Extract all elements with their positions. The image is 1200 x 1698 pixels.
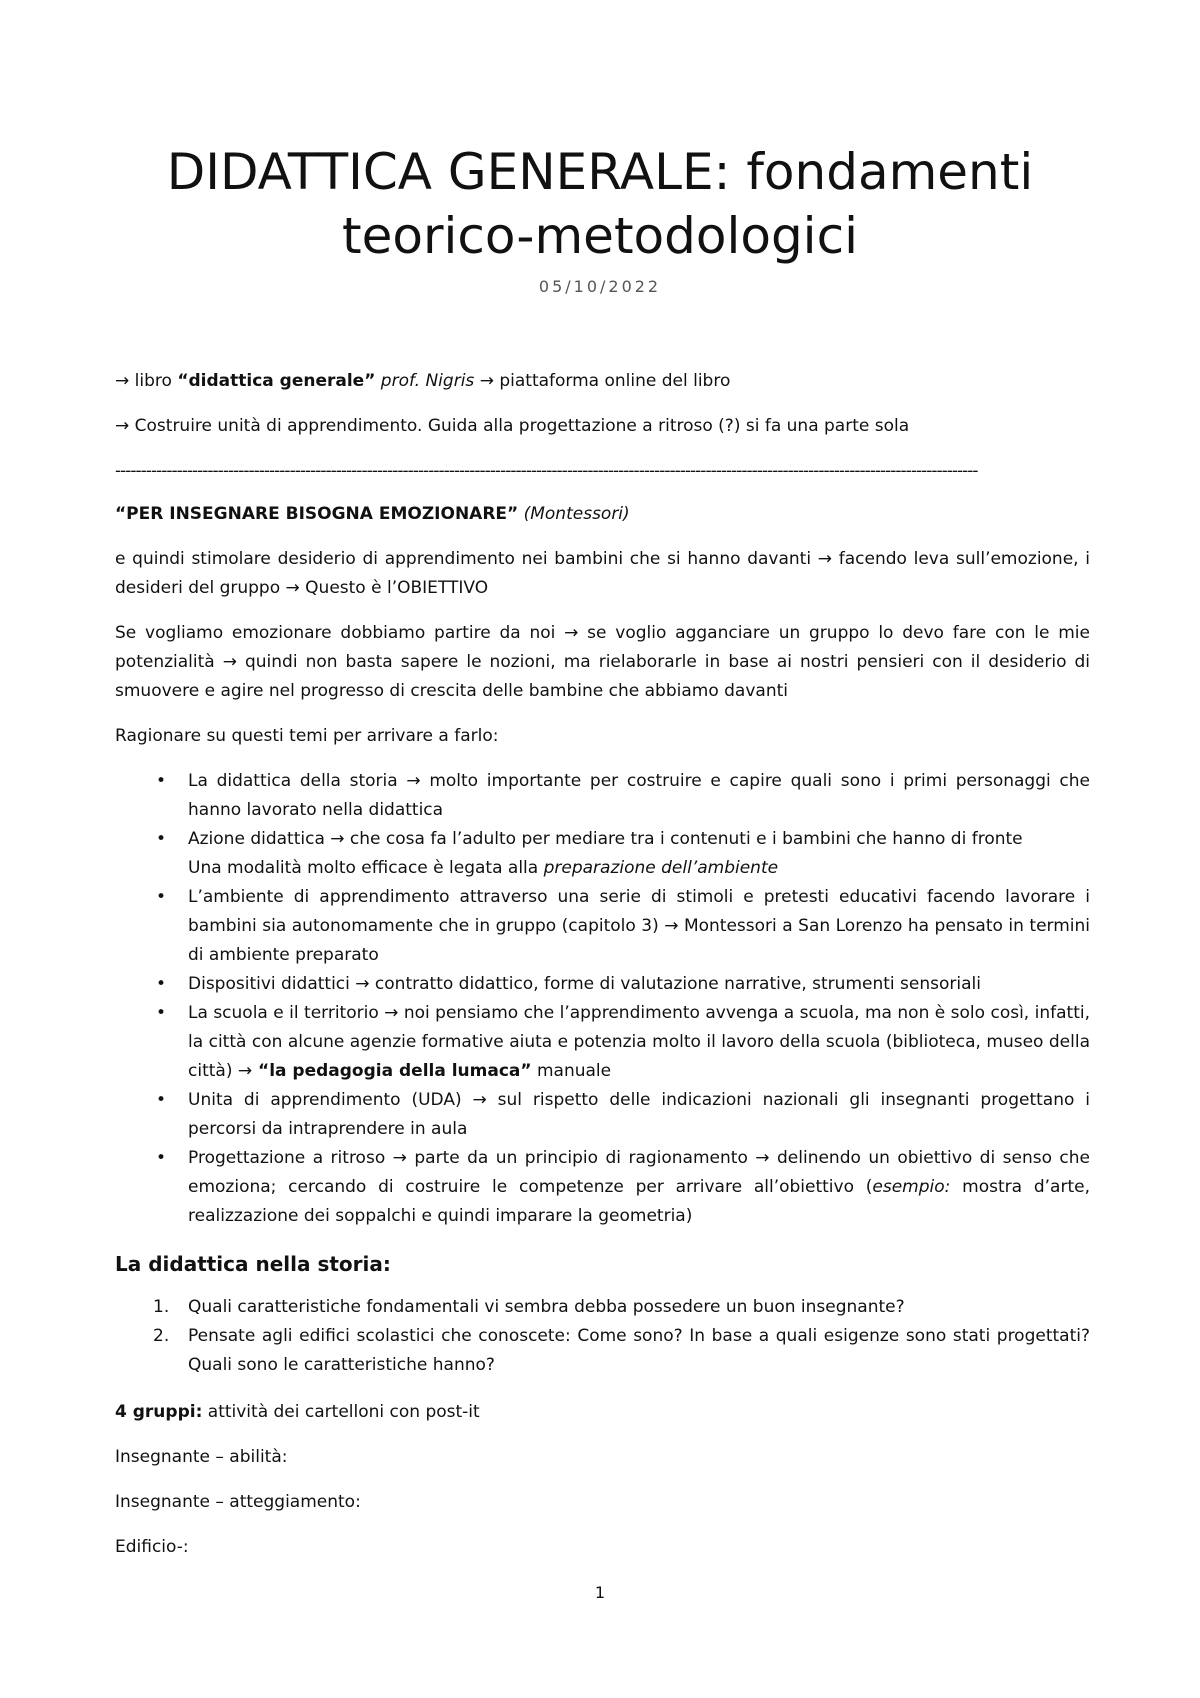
item-number: 1. [153, 1297, 170, 1317]
page-number: 1 [594, 1583, 606, 1602]
list-item: • Azione didattica → che cosa fa l’adulto per mediare tra i contenuti e i bambini che hanno di fronte Una modalità molto efficace è legata alla preparazione dell’ambiente [115, 825, 1090, 883]
list-item: • La didattica della storia → molto importante per costruire e capire quali sono i primi personaggi che hanno lavorato nella didattica [115, 767, 1090, 825]
arrow-icon: → [222, 652, 237, 672]
paragraph-reasoning: Ragionare su questi temi per arrivare a farlo: [115, 726, 499, 746]
separator-line: ------------------------------------------------------------------------------------------------------------------------------------------------------------------------ [115, 461, 978, 481]
arrow-icon: → [817, 549, 833, 569]
building-line: Edificio-: [115, 1537, 189, 1557]
list-item: • Dispositivi didattici → contratto didattico, forme di valutazione narrative, strumenti sensoriali [115, 970, 1090, 999]
arrow-icon: → [237, 1061, 253, 1081]
arrow-icon: → [355, 974, 370, 994]
teacher-skills-line: Insegnante – abilità: [115, 1447, 288, 1467]
document-body [115, 367, 1090, 1578]
bullet-icon: • [156, 974, 167, 994]
document-date: 05/10/2022 [538, 277, 662, 296]
arrow-icon: → [664, 916, 679, 936]
bullet-icon: • [156, 887, 167, 907]
intro-line-units: → Costruire unità di apprendimento. Guida alla progettazione a ritroso (?) si fa una parte sola [115, 416, 910, 436]
groups-line: 4 gruppi: attività dei cartelloni con post-it [115, 1402, 480, 1422]
topics-list [115, 767, 1090, 1231]
arrow-icon: → [406, 771, 421, 791]
list-item: • La scuola e il territorio → noi pensiamo che l’apprendimento avvenga a scuola, ma non è solo così, infatti, la città con alcune agenzie formative aiuta e potenzia molto il lavoro della scuola (biblioteca, museo della città) → “la pedagogia della lumaca” manuale [115, 999, 1090, 1086]
title-line-2: teorico-metodologici [342, 207, 858, 265]
montessori-quote: “PER INSEGNARE BISOGNA EMOZIONARE” (Montessori) [115, 504, 630, 524]
paragraph-emotion: Se vogliamo emozionare dobbiamo partire da noi → se voglio agganciare un gruppo lo devo fare con le mie potenzialità → quindi non basta sapere le nozioni, ma rielaborarle in base ai nostri pensieri con il desiderio di smuovere e agire nel progresso di crescita delle bambine che abbiamo davanti [115, 623, 1091, 701]
section-heading: La didattica nella storia: [115, 1252, 391, 1276]
arrow-icon: → [330, 829, 345, 849]
bullet-icon: • [156, 1148, 167, 1168]
arrow-icon: → [472, 1090, 487, 1110]
title-line-1: DIDATTICA GENERALE: fondamenti [166, 143, 1034, 201]
bullet-icon: • [156, 771, 167, 791]
bullet-icon: • [156, 829, 167, 849]
document-title [0, 140, 1200, 268]
teacher-attitude-line: Insegnante – atteggiamento: [115, 1492, 361, 1512]
list-item: 2. Pensate agli edifici scolastici che conoscete: Come sono? In base a quali esigenze sono stati progettati? Quali sono le caratteristiche hanno? [115, 1322, 1090, 1380]
bullet-icon: • [156, 1090, 167, 1110]
intro-line-book: → libro “didattica generale” prof. Nigris → piattaforma online del libro [115, 371, 731, 391]
arrow-icon: → [115, 416, 130, 436]
bullet-icon: • [156, 1003, 167, 1023]
arrow-icon: → [115, 371, 130, 391]
arrow-icon: → [392, 1148, 407, 1168]
item-number: 2. [153, 1326, 170, 1346]
list-item: • L’ambiente di apprendimento attraverso una serie di stimoli e pretesti educativi facendo lavorare i bambini sia autonomamente che in gruppo (capitolo 3) → Montessori a San Lorenzo ha pensato in termini di ambiente preparato [115, 883, 1090, 970]
list-item: • Progettazione a ritroso → parte da un principio di ragionamento → delinendo un obiettivo di senso che emoziona; cercando di costruire le competenze per arrivare all’obiettivo (esempio: mostra d’arte, realizzazione dei soppalchi e quindi imparare la geometria) [115, 1144, 1090, 1231]
arrow-icon: → [755, 1148, 770, 1168]
paragraph-desire: e quindi stimolare desiderio di apprendimento nei bambini che si hanno davanti → facendo leva sull’emozione, i desideri del gruppo → Questo è l’OBIETTIVO [115, 549, 1091, 598]
questions-list [115, 1293, 1090, 1380]
arrow-icon: → [479, 371, 494, 391]
arrow-icon: → [564, 623, 579, 643]
list-item: • Unita di apprendimento (UDA) → sul rispetto delle indicazioni nazionali gli insegnanti progettano i percorsi da intraprendere in aula [115, 1086, 1090, 1144]
list-item: 1. Quali caratteristiche fondamentali vi sembra debba possedere un buon insegnante? [115, 1293, 1090, 1322]
arrow-icon: → [384, 1003, 399, 1023]
arrow-icon: → [285, 578, 300, 598]
